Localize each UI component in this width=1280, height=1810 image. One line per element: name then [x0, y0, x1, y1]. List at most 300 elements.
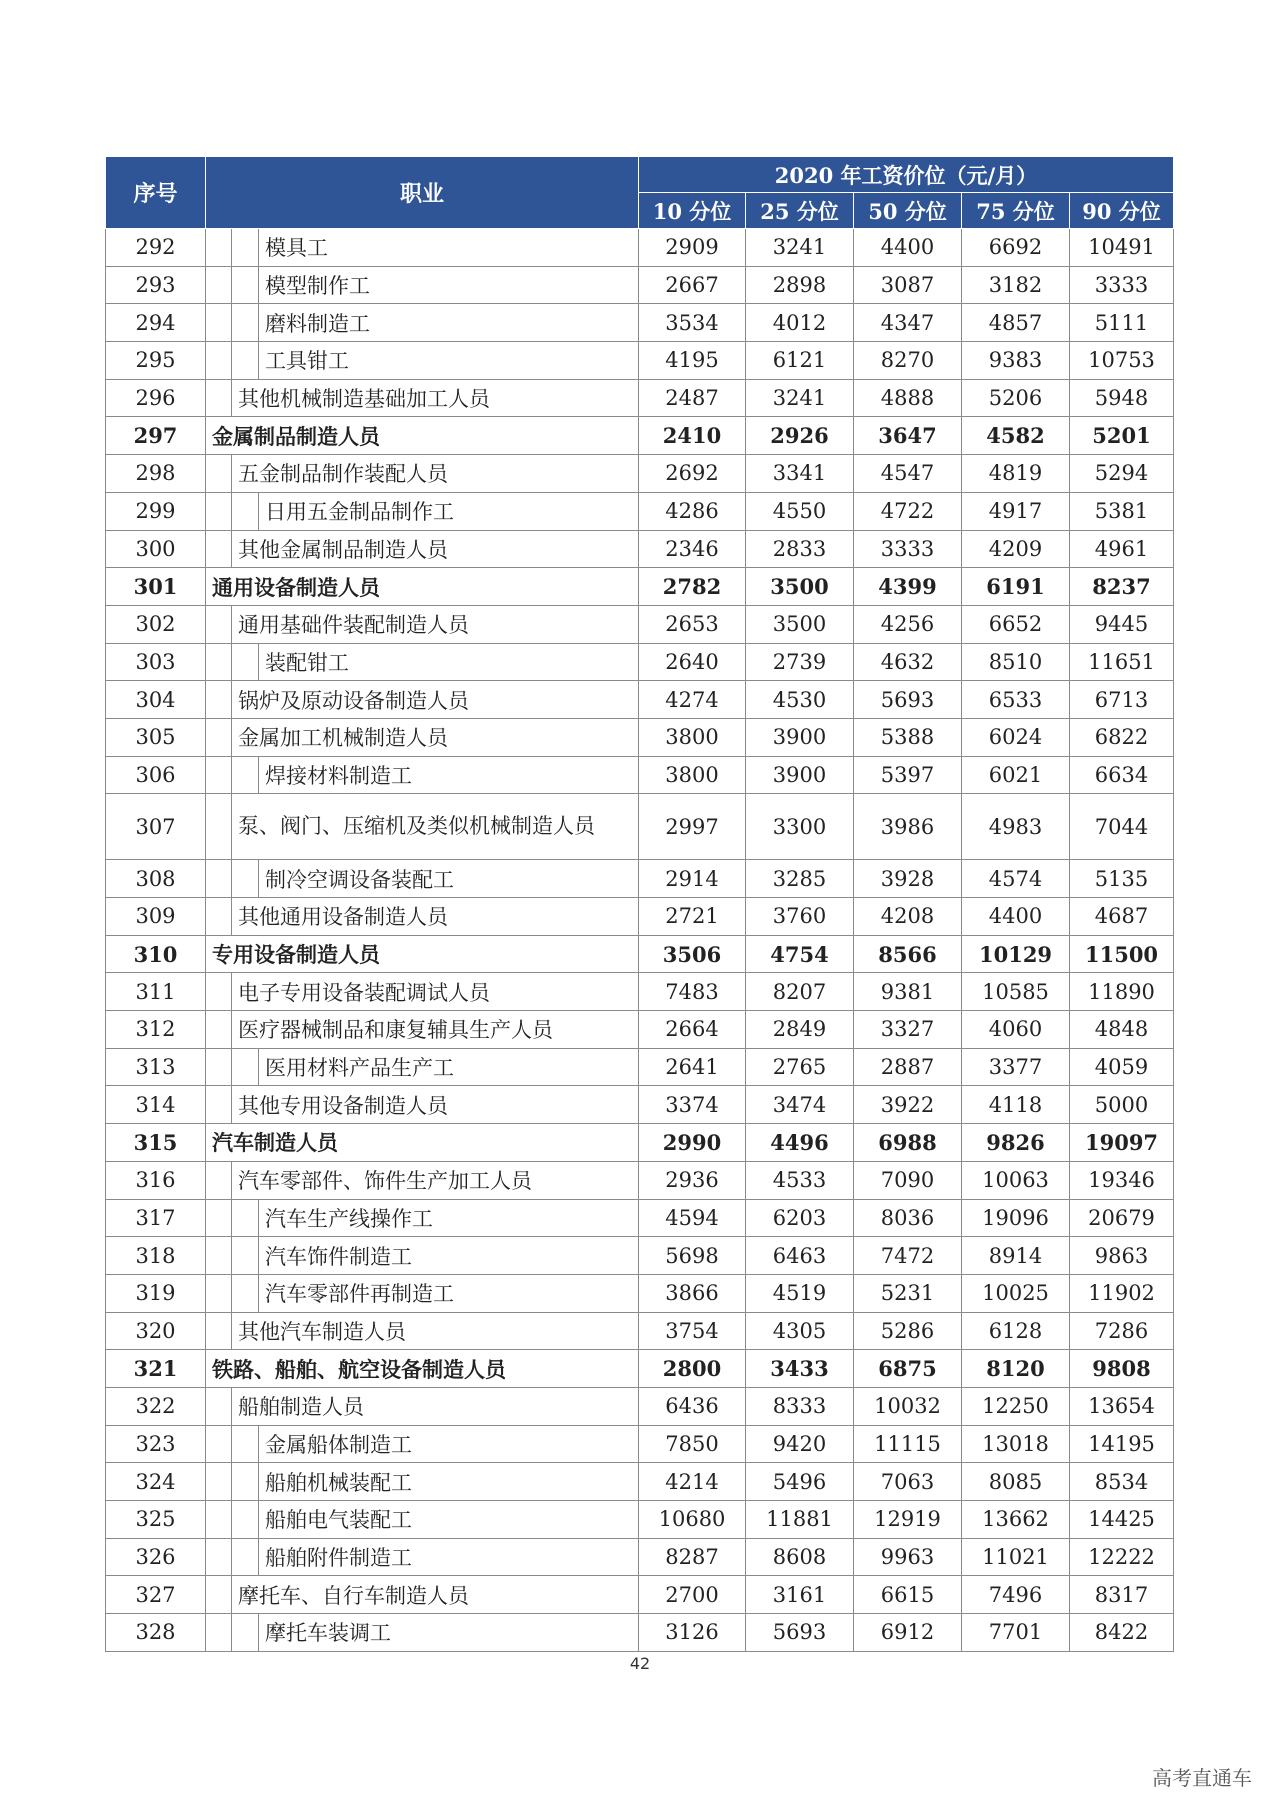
indent-cell: [206, 1538, 232, 1576]
row-value: 8566: [854, 935, 962, 973]
header-wage-title: 2020 年工资价位（元/月）: [639, 157, 1174, 193]
row-value: 3241: [746, 379, 854, 417]
row-value: 3647: [854, 417, 962, 455]
row-seq: 301: [106, 568, 206, 606]
row-value: 6713: [1070, 681, 1174, 719]
row-value: 5381: [1070, 492, 1174, 530]
row-value: 2640: [639, 643, 746, 681]
row-value: 2909: [639, 229, 746, 267]
indent-cell: [206, 342, 232, 380]
row-value: 14195: [1070, 1425, 1174, 1463]
row-value: 4819: [962, 455, 1070, 493]
row-occupation: 日用五金制品制作工: [259, 492, 639, 530]
row-value: 4687: [1070, 898, 1174, 936]
indent-cell: [232, 643, 259, 681]
row-value: 2653: [639, 605, 746, 643]
table-row: [106, 1048, 1174, 1086]
row-value: 7701: [962, 1614, 1070, 1652]
indent-cell: [206, 1576, 232, 1614]
indent-cell: [206, 1274, 232, 1312]
table-row: [106, 229, 1174, 267]
row-occupation: 汽车制造人员: [206, 1124, 639, 1162]
row-value: 4400: [854, 229, 962, 267]
indent-cell: [206, 794, 232, 860]
table-row: [106, 1237, 1174, 1275]
row-value: 6988: [854, 1124, 962, 1162]
row-occupation: 汽车零部件再制造工: [259, 1274, 639, 1312]
row-occupation: 汽车生产线操作工: [259, 1199, 639, 1237]
row-occupation: 电子专用设备装配调试人员: [232, 973, 639, 1011]
row-value: 2990: [639, 1124, 746, 1162]
indent-cell: [206, 643, 232, 681]
row-seq: 317: [106, 1199, 206, 1237]
row-value: 3534: [639, 304, 746, 342]
wage-table: [105, 156, 1174, 1652]
row-value: 3374: [639, 1086, 746, 1124]
row-seq: 300: [106, 530, 206, 568]
row-occupation: 船舶制造人员: [232, 1387, 639, 1425]
row-seq: 320: [106, 1312, 206, 1350]
row-value: 4347: [854, 304, 962, 342]
header-seq: 序号: [106, 157, 206, 229]
row-value: 9826: [962, 1124, 1070, 1162]
table-row: [106, 1576, 1174, 1614]
row-value: 3900: [746, 718, 854, 756]
row-value: 6533: [962, 681, 1070, 719]
row-seq: 321: [106, 1350, 206, 1388]
table-row: [106, 756, 1174, 794]
row-value: 3474: [746, 1086, 854, 1124]
row-value: 6203: [746, 1199, 854, 1237]
indent-cell: [206, 1237, 232, 1275]
row-value: 20679: [1070, 1199, 1174, 1237]
row-value: 12919: [854, 1501, 962, 1539]
indent-cell: [206, 1425, 232, 1463]
row-value: 6024: [962, 718, 1070, 756]
row-value: 4118: [962, 1086, 1070, 1124]
row-occupation: 通用基础件装配制造人员: [232, 605, 639, 643]
row-value: 7286: [1070, 1312, 1174, 1350]
table-row: [106, 794, 1174, 860]
row-occupation: 装配钳工: [259, 643, 639, 681]
row-seq: 307: [106, 794, 206, 860]
row-value: 5111: [1070, 304, 1174, 342]
table-row: [106, 1501, 1174, 1539]
indent-cell: [206, 1312, 232, 1350]
row-value: 4012: [746, 304, 854, 342]
row-value: 4209: [962, 530, 1070, 568]
row-value: 4917: [962, 492, 1070, 530]
header-p25: 25 分位: [746, 193, 854, 229]
row-value: 4195: [639, 342, 746, 380]
indent-cell: [206, 1161, 232, 1199]
row-value: 6128: [962, 1312, 1070, 1350]
row-value: 13018: [962, 1425, 1070, 1463]
table-row: [106, 1086, 1174, 1124]
row-value: 2739: [746, 643, 854, 681]
indent-cell: [206, 898, 232, 936]
row-value: 8422: [1070, 1614, 1174, 1652]
row-value: 9383: [962, 342, 1070, 380]
row-value: 5286: [854, 1312, 962, 1350]
row-seq: 293: [106, 266, 206, 304]
row-value: 8333: [746, 1387, 854, 1425]
row-occupation: 制冷空调设备装配工: [259, 860, 639, 898]
indent-cell: [206, 492, 232, 530]
indent-cell: [206, 1387, 232, 1425]
table-row: [106, 860, 1174, 898]
row-value: 4496: [746, 1124, 854, 1162]
row-value: 4214: [639, 1463, 746, 1501]
row-value: 6463: [746, 1237, 854, 1275]
row-value: 2700: [639, 1576, 746, 1614]
row-value: 5135: [1070, 860, 1174, 898]
row-seq: 294: [106, 304, 206, 342]
row-value: 10585: [962, 973, 1070, 1011]
row-value: 2936: [639, 1161, 746, 1199]
row-value: 4208: [854, 898, 962, 936]
row-value: 2782: [639, 568, 746, 606]
row-value: 13654: [1070, 1387, 1174, 1425]
row-seq: 309: [106, 898, 206, 936]
row-seq: 328: [106, 1614, 206, 1652]
row-value: 3866: [639, 1274, 746, 1312]
indent-cell: [206, 229, 232, 267]
row-value: 3760: [746, 898, 854, 936]
row-value: 4256: [854, 605, 962, 643]
row-value: 4582: [962, 417, 1070, 455]
row-seq: 305: [106, 718, 206, 756]
indent-cell: [206, 718, 232, 756]
row-value: 9808: [1070, 1350, 1174, 1388]
row-value: 4286: [639, 492, 746, 530]
row-seq: 313: [106, 1048, 206, 1086]
row-value: 8237: [1070, 568, 1174, 606]
row-seq: 298: [106, 455, 206, 493]
row-seq: 319: [106, 1274, 206, 1312]
row-value: 11651: [1070, 643, 1174, 681]
row-value: 10032: [854, 1387, 962, 1425]
row-value: 2997: [639, 794, 746, 860]
row-value: 7483: [639, 973, 746, 1011]
row-value: 8207: [746, 973, 854, 1011]
row-value: 10129: [962, 935, 1070, 973]
row-occupation: 磨料制造工: [259, 304, 639, 342]
table-row: [106, 417, 1174, 455]
indent-cell: [206, 266, 232, 304]
row-value: 2849: [746, 1011, 854, 1049]
table-row: [106, 266, 1174, 304]
row-value: 2800: [639, 1350, 746, 1388]
row-value: 5693: [746, 1614, 854, 1652]
row-seq: 324: [106, 1463, 206, 1501]
row-value: 3182: [962, 266, 1070, 304]
row-value: 5201: [1070, 417, 1174, 455]
row-value: 6121: [746, 342, 854, 380]
row-value: 2692: [639, 455, 746, 493]
row-value: 9445: [1070, 605, 1174, 643]
row-value: 4400: [962, 898, 1070, 936]
row-value: 2898: [746, 266, 854, 304]
row-value: 4983: [962, 794, 1070, 860]
table-row: [106, 1538, 1174, 1576]
row-occupation: 锅炉及原动设备制造人员: [232, 681, 639, 719]
row-value: 4533: [746, 1161, 854, 1199]
row-value: 8534: [1070, 1463, 1174, 1501]
indent-cell: [206, 1086, 232, 1124]
table-row: [106, 1161, 1174, 1199]
row-value: 11881: [746, 1501, 854, 1539]
row-occupation: 专用设备制造人员: [206, 935, 639, 973]
row-occupation: 焊接材料制造工: [259, 756, 639, 794]
indent-cell: [206, 681, 232, 719]
indent-cell: [206, 1501, 232, 1539]
row-value: 6652: [962, 605, 1070, 643]
table-row: [106, 1011, 1174, 1049]
row-value: 4888: [854, 379, 962, 417]
row-seq: 302: [106, 605, 206, 643]
row-occupation: 医用材料产品生产工: [259, 1048, 639, 1086]
row-value: 4574: [962, 860, 1070, 898]
row-value: 11500: [1070, 935, 1174, 973]
row-value: 10680: [639, 1501, 746, 1539]
indent-cell: [232, 756, 259, 794]
row-value: 4274: [639, 681, 746, 719]
table-row: [106, 718, 1174, 756]
row-value: 7496: [962, 1576, 1070, 1614]
row-occupation: 其他汽车制造人员: [232, 1312, 639, 1350]
row-value: 6912: [854, 1614, 962, 1652]
table-row: [106, 1463, 1174, 1501]
row-value: 3800: [639, 718, 746, 756]
table-row: [106, 530, 1174, 568]
indent-cell: [232, 229, 259, 267]
table-row: [106, 973, 1174, 1011]
indent-cell: [206, 973, 232, 1011]
row-occupation: 船舶电气装配工: [259, 1501, 639, 1539]
row-seq: 303: [106, 643, 206, 681]
row-value: 3126: [639, 1614, 746, 1652]
row-value: 2667: [639, 266, 746, 304]
table-row: [106, 492, 1174, 530]
row-value: 3928: [854, 860, 962, 898]
row-seq: 325: [106, 1501, 206, 1539]
row-value: 7090: [854, 1161, 962, 1199]
row-value: 8510: [962, 643, 1070, 681]
row-value: 5000: [1070, 1086, 1174, 1124]
row-value: 8287: [639, 1538, 746, 1576]
row-occupation: 船舶附件制造工: [259, 1538, 639, 1576]
row-value: 11021: [962, 1538, 1070, 1576]
table-row: [106, 1312, 1174, 1350]
row-value: 7850: [639, 1425, 746, 1463]
row-value: 5948: [1070, 379, 1174, 417]
row-seq: 308: [106, 860, 206, 898]
row-seq: 295: [106, 342, 206, 380]
row-value: 5231: [854, 1274, 962, 1312]
row-value: 19097: [1070, 1124, 1174, 1162]
row-value: 3285: [746, 860, 854, 898]
table-row: [106, 1387, 1174, 1425]
row-value: 9863: [1070, 1237, 1174, 1275]
indent-cell: [206, 1011, 232, 1049]
indent-cell: [232, 1501, 259, 1539]
indent-cell: [232, 860, 259, 898]
row-value: 3333: [854, 530, 962, 568]
table-row: [106, 1124, 1174, 1162]
row-occupation: 金属船体制造工: [259, 1425, 639, 1463]
row-value: 4632: [854, 643, 962, 681]
row-value: 8317: [1070, 1576, 1174, 1614]
row-value: 2410: [639, 417, 746, 455]
header-p90: 90 分位: [1070, 193, 1174, 229]
row-occupation: 其他专用设备制造人员: [232, 1086, 639, 1124]
row-value: 2926: [746, 417, 854, 455]
row-value: 7472: [854, 1237, 962, 1275]
header-p10: 10 分位: [639, 193, 746, 229]
indent-cell: [206, 756, 232, 794]
row-value: 4550: [746, 492, 854, 530]
row-value: 3327: [854, 1011, 962, 1049]
row-value: 19096: [962, 1199, 1070, 1237]
row-value: 2721: [639, 898, 746, 936]
table-row: [106, 605, 1174, 643]
row-value: 11890: [1070, 973, 1174, 1011]
row-value: 6615: [854, 1576, 962, 1614]
row-value: 14425: [1070, 1501, 1174, 1539]
header-occupation: 职业: [206, 157, 639, 229]
row-value: 12250: [962, 1387, 1070, 1425]
row-seq: 297: [106, 417, 206, 455]
table-row: [106, 1425, 1174, 1463]
row-value: 10753: [1070, 342, 1174, 380]
page-number: 42: [629, 1654, 651, 1673]
row-seq: 310: [106, 935, 206, 973]
indent-cell: [206, 1614, 232, 1652]
row-occupation: 模具工: [259, 229, 639, 267]
row-value: 5206: [962, 379, 1070, 417]
row-value: 3506: [639, 935, 746, 973]
row-value: 8608: [746, 1538, 854, 1576]
row-value: 3241: [746, 229, 854, 267]
table-row: [106, 1614, 1174, 1652]
row-value: 2887: [854, 1048, 962, 1086]
row-value: 6436: [639, 1387, 746, 1425]
row-value: 3377: [962, 1048, 1070, 1086]
row-value: 13662: [962, 1501, 1070, 1539]
table-row: [106, 379, 1174, 417]
row-seq: 326: [106, 1538, 206, 1576]
row-occupation: 通用设备制造人员: [206, 568, 639, 606]
header-p50: 50 分位: [854, 193, 962, 229]
row-value: 3922: [854, 1086, 962, 1124]
watermark: 高考直通车: [1152, 1766, 1252, 1790]
indent-cell: [206, 379, 232, 417]
row-value: 11115: [854, 1425, 962, 1463]
row-seq: 323: [106, 1425, 206, 1463]
row-value: 3754: [639, 1312, 746, 1350]
indent-cell: [232, 1538, 259, 1576]
row-occupation: 金属加工机械制造人员: [232, 718, 639, 756]
row-occupation: 摩托车、自行车制造人员: [232, 1576, 639, 1614]
row-value: 5294: [1070, 455, 1174, 493]
row-value: 3087: [854, 266, 962, 304]
row-value: 4722: [854, 492, 962, 530]
row-value: 5397: [854, 756, 962, 794]
row-value: 3161: [746, 1576, 854, 1614]
row-value: 8120: [962, 1350, 1070, 1388]
indent-cell: [232, 1274, 259, 1312]
row-value: 6191: [962, 568, 1070, 606]
row-value: 4519: [746, 1274, 854, 1312]
row-seq: 306: [106, 756, 206, 794]
table-row: [106, 1199, 1174, 1237]
row-occupation: 其他通用设备制造人员: [232, 898, 639, 936]
row-seq: 327: [106, 1576, 206, 1614]
row-seq: 314: [106, 1086, 206, 1124]
row-value: 2487: [639, 379, 746, 417]
row-value: 5496: [746, 1463, 854, 1501]
row-value: 6822: [1070, 718, 1174, 756]
row-value: 5698: [639, 1237, 746, 1275]
indent-cell: [232, 1048, 259, 1086]
row-value: 3500: [746, 605, 854, 643]
row-value: 2765: [746, 1048, 854, 1086]
indent-cell: [232, 1463, 259, 1501]
row-occupation: 金属制品制造人员: [206, 417, 639, 455]
row-value: 4530: [746, 681, 854, 719]
row-value: 5693: [854, 681, 962, 719]
indent-cell: [232, 304, 259, 342]
indent-cell: [232, 1199, 259, 1237]
table-row: [106, 568, 1174, 606]
row-seq: 296: [106, 379, 206, 417]
row-value: 19346: [1070, 1161, 1174, 1199]
row-value: 4059: [1070, 1048, 1174, 1086]
row-value: 9963: [854, 1538, 962, 1576]
indent-cell: [206, 304, 232, 342]
indent-cell: [206, 860, 232, 898]
table-row: [106, 1350, 1174, 1388]
row-seq: 318: [106, 1237, 206, 1275]
table-row: [106, 455, 1174, 493]
row-value: 4857: [962, 304, 1070, 342]
indent-cell: [206, 1048, 232, 1086]
row-seq: 304: [106, 681, 206, 719]
row-occupation: 汽车零部件、饰件生产加工人员: [232, 1161, 639, 1199]
indent-cell: [232, 492, 259, 530]
row-value: 4547: [854, 455, 962, 493]
indent-cell: [232, 1237, 259, 1275]
row-seq: 311: [106, 973, 206, 1011]
row-value: 9420: [746, 1425, 854, 1463]
table-header: [106, 157, 1174, 229]
header-p75: 75 分位: [962, 193, 1070, 229]
row-value: 2641: [639, 1048, 746, 1086]
indent-cell: [232, 1425, 259, 1463]
row-value: 8270: [854, 342, 962, 380]
row-value: 10063: [962, 1161, 1070, 1199]
row-value: 6692: [962, 229, 1070, 267]
row-occupation: 医疗器械制品和康复辅具生产人员: [232, 1011, 639, 1049]
row-occupation: 泵、阀门、压缩机及类似机械制造人员: [232, 794, 639, 860]
row-value: 3341: [746, 455, 854, 493]
row-value: 6875: [854, 1350, 962, 1388]
row-seq: 299: [106, 492, 206, 530]
indent-cell: [206, 605, 232, 643]
row-value: 3300: [746, 794, 854, 860]
row-seq: 292: [106, 229, 206, 267]
